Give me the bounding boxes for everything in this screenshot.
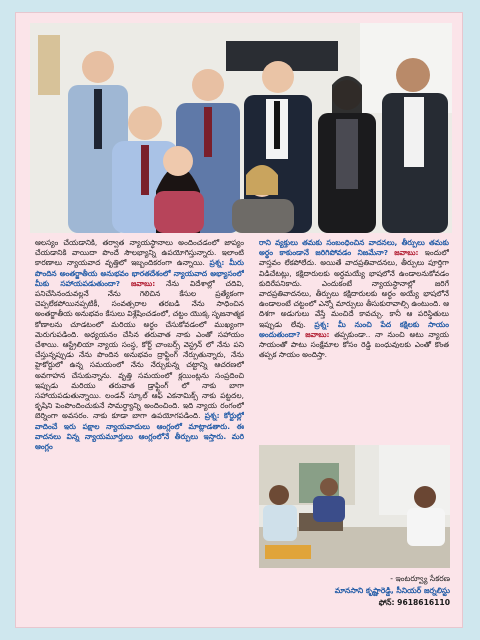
question-english-courts: ప్రశ్న: కోర్టుల్లో వాదించే ఇరు పక్షాల న్యాయవాదులు ఆంగ్లంలో మాట్లాడతారు. ఈ వాదనలు విన్న న్యాయమూర్తులు ఆంగ్లంలోనే తీర్పులు ఇస్తారు. మరి ఆంగ్లం	[35, 411, 244, 452]
interview-credits	[259, 573, 450, 609]
left-intro-text: ఆలస్యం చేయడానికి, తర్వాత న్యాయస్థానాలు అందించడంలో జాప్యం చేయడానికి వాయిదా పొందే సౌలభ్యాన్ని ఉపయోగిస్తున్నారు. ఇలాంటి కారణాలు న్యాయవాద వృత్తిలో ఇబ్బందికరంగా ఉన్నాయి.	[35, 238, 244, 268]
answer-international-experience: నేను విదేశాల్లో చదివి, పనిచేసినందువల్లనే నేను గెలిచిన కేసుల ప్రత్యేకంగా చెప్పలేకపోయినప్పటికీ, సంవత్సరాల తరబడి నేను సాధించిన అంతర్జాతీయ అనుభవం కేసులు విశ్లేషించడంలో, చట్టం యొక్క సృజనాత్మక కోణాలను చూడటంలో మరియు అర్థం చేసుకోవడంలో ముఖ్యంగా మెరుగుపడింది. అధ్యయనం చేసిన తరువాత నాకు ఎంతో సహాయం చేశాయి. ఆస్ట్రేలియా న్యాయ సంస్థ, కోర్ట్ చాంబర్స్ వెస్ట్రన్ లో నేను పని చేస్తున్నప్పుడు నేను పొందిన అనుభవం ద్రాఫ్టింగ్ నేర్పుతున్నారు, నేను హైకోర్టులో ఉన్న సమయంలో నేను నేర్చుకున్న చట్టాన్ని ఆచరణలో అవగాహన చేసుకున్నాను. వృత్తి సమయంలో క్లయింట్లను సంప్రదించి ఇప్పుడు మరియు తరువాత డ్రాఫ్టింగ్ లో నాకు బాగా సహాయపడుతున్నాయి. లండన్ స్కూల్ ఆఫ్ ఎకనామిక్స్ నాకు పట్టదల, కృషిని పెంపొందించుకునే సామర్థ్యాన్ని అందించింది. ఇది న్యాయ రంగంలో బెర్నింగా అవసరం. నాకు కూడా బాగా ఉపయోగపడింది.	[35, 278, 244, 421]
group-photo	[30, 23, 452, 233]
question-poor-clients: ప్రశ్న: మీ నుంచి పేద కక్షిలకు సాయం అందుతుందా?	[259, 319, 449, 339]
group-photo-illustration	[30, 23, 452, 233]
journalist-name: మానసాని కృష్ణారెడ్డి, సీనియర్ జర్నలిస్టు	[334, 586, 450, 595]
interviewer-line: - ఇంటర్వ్యూ సేకరణ	[390, 574, 450, 583]
left-article-column	[35, 238, 244, 622]
answer-label: జవాబు:	[394, 248, 419, 258]
answer-label: జవాబు:	[130, 278, 156, 288]
question-international-experience: ప్రశ్న: మీరు పొందిన అంతర్జాతీయ అనుభవం భారతదేశంలో న్యాయవాద అభ్యాసంలో మీకు సహాయపడుతుందా?	[35, 258, 244, 288]
answer-poor-clients: తప్పకుండా.. నా నుంచి అటు న్యాయ సాయంతో పాటు సంక్షేమాల కోసం రెడ్డి బంధువులకు ఎంతో కొంత తప్పక సాయం అందిస్తా.	[259, 329, 449, 360]
question-english-courts-continued: రాని వ్యక్తులు తమకు సంబంధించిన వాదనలు, తీర్పులు తమకు అర్థం కాకుండానే జరిగిపోవడం నిజమేనా?	[259, 238, 449, 258]
right-article-column	[259, 238, 449, 443]
answer-english-courts: ఇందులో వాస్తవం లేకపోలేదు. అయితే వాదప్రతివాదనలు, తీర్పులు పూర్తిగా విడిచేటట్లు, కక్షిదారులకు అర్థమయ్యే భాషలోనే ఉండాలనుకోవడం కుదిరేపనికాదు. ఎందుకంటే న్యాయస్థానాల్లో జరిగే వాదప్రతివాదనలు, తీర్పులు కక్షిదారులకు అర్థం అయ్యే భాషలోనే ఉండాలంటే చట్టంలో ఎన్నో మార్పులు తీసుకురావాల్సి ఉంటుంది. ఆ దిశగా అడుగులు వేస్తే మంచిదే కావచ్చు. కానీ ఆ పరిస్థితులు ఇప్పుడు లేవు.	[259, 248, 449, 329]
newspaper-page	[15, 12, 463, 628]
journalist-phone: ఫోన్: 9618616110	[378, 598, 450, 607]
interview-photo	[259, 445, 450, 568]
answer-label: జవాబు:	[305, 329, 330, 339]
interview-photo-illustration	[259, 445, 450, 568]
